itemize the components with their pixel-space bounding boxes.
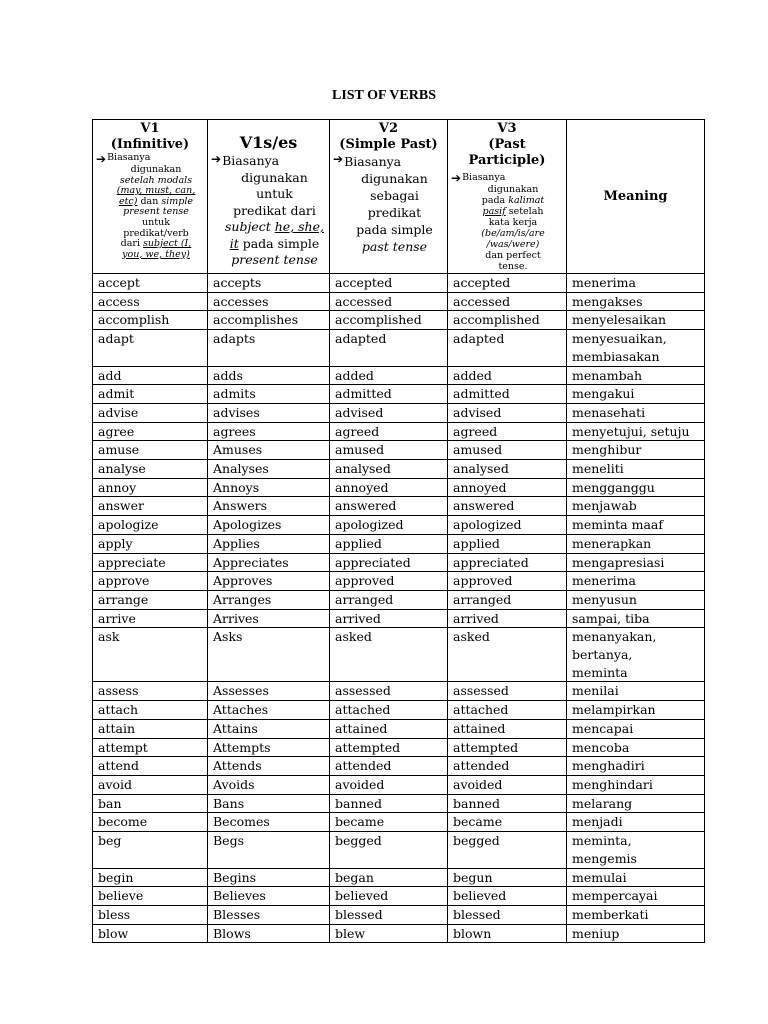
v1s-cell: Becomes (208, 813, 330, 832)
v1s-cell: accomplishes (208, 311, 330, 330)
v3-cell: blown (448, 924, 567, 943)
meaning-cell: meniup (567, 924, 705, 943)
header-v1s-note-line: untuk (256, 186, 293, 201)
arrow-right-icon: ➔ (333, 152, 344, 166)
meaning-cell: menanyakan, bertanya, meminta (567, 628, 705, 682)
v1-cell: accept (93, 274, 208, 293)
v3-cell: blessed (448, 905, 567, 924)
table-row (93, 422, 705, 441)
v1-cell: ban (93, 794, 208, 813)
v3-cell: added (448, 366, 567, 385)
v1s-cell: Blesses (208, 905, 330, 924)
v1-cell: approve (93, 572, 208, 591)
v2-cell: attained (330, 719, 448, 738)
table-row (93, 757, 705, 776)
header-v1s-note-line: he, she, (274, 219, 324, 234)
table-row (93, 274, 705, 293)
v1s-cell: Annoys (208, 478, 330, 497)
meaning-cell: menyesuaikan, membiasakan (567, 330, 705, 366)
meaning-cell: menghindari (567, 775, 705, 794)
header-meaning-label: Meaning (603, 188, 668, 204)
v2-cell: asked (330, 628, 448, 682)
v2-cell: avoided (330, 775, 448, 794)
header-v1 (93, 120, 208, 274)
header-v2-note-line: pada simple (356, 222, 433, 237)
table-row (93, 682, 705, 701)
header-v2-label: V2 (378, 121, 399, 136)
meaning-cell: menambah (567, 366, 705, 385)
v2-cell: accessed (330, 292, 448, 311)
v3-cell: answered (448, 497, 567, 516)
v1-cell: amuse (93, 441, 208, 460)
meaning-cell: mencoba (567, 738, 705, 757)
v1s-cell: Begs (208, 832, 330, 868)
table-row (93, 794, 705, 813)
table-row (93, 775, 705, 794)
meaning-cell: menasehati (567, 403, 705, 422)
v1s-cell: Avoids (208, 775, 330, 794)
v3-cell: annoyed (448, 478, 567, 497)
v3-cell: asked (448, 628, 567, 682)
v1s-cell: adds (208, 366, 330, 385)
v1-cell: begin (93, 868, 208, 887)
header-v1-note-line: Biasanya (107, 152, 151, 163)
v1s-cell: adapts (208, 330, 330, 366)
v1-cell: accomplish (93, 311, 208, 330)
verbs-table (92, 119, 705, 943)
header-v3-label: V3 (497, 121, 517, 136)
header-v3-note-line: digunakan (487, 184, 539, 195)
v2-cell: assessed (330, 682, 448, 701)
v1-cell: attain (93, 719, 208, 738)
header-row (93, 120, 705, 274)
v2-cell: blessed (330, 905, 448, 924)
table-row (93, 497, 705, 516)
meaning-cell: melampirkan (567, 701, 705, 720)
header-v1-note-line: predikat/verb (123, 227, 189, 239)
header-v1-note-line: simple (161, 195, 194, 207)
table-row (93, 924, 705, 943)
header-v2-note-line: past tense (361, 239, 428, 254)
table-row (93, 385, 705, 404)
v3-cell: attached (448, 701, 567, 720)
meaning-cell: mengakses (567, 292, 705, 311)
v1s-cell: Believes (208, 887, 330, 906)
meaning-cell: menghibur (567, 441, 705, 460)
v2-cell: agreed (330, 422, 448, 441)
v3-cell: arrived (448, 609, 567, 628)
table-row (93, 609, 705, 628)
header-v3-sublabel: Participle) (468, 153, 546, 168)
v2-cell: begged (330, 832, 448, 868)
meaning-cell: mempercayai (567, 887, 705, 906)
header-v3-note-line: (be/am/is/are (481, 228, 545, 239)
header-v3-note-line: pasif (482, 206, 506, 217)
v3-cell: adapted (448, 330, 567, 366)
header-v1-note-line: you, we, they) (122, 248, 190, 260)
v2-cell: accepted (330, 274, 448, 293)
header-v3-note-line: dan perfect (485, 250, 541, 261)
v1s-cell: Apologizes (208, 516, 330, 535)
v1s-cell: Amuses (208, 441, 330, 460)
v2-cell: annoyed (330, 478, 448, 497)
header-v1s-note-line: pada simple (238, 235, 320, 251)
header-v1-note-line: (may, must, can, (116, 185, 196, 197)
v1-cell: analyse (93, 460, 208, 479)
v1s-cell: agrees (208, 422, 330, 441)
v3-cell: begun (448, 868, 567, 887)
header-v1s-note-line: predikat dari (233, 202, 316, 218)
header-v1-label: V1 (140, 121, 160, 136)
v3-cell: accepted (448, 274, 567, 293)
table-row (93, 905, 705, 924)
meaning-cell: meneliti (567, 460, 705, 479)
v3-cell: assessed (448, 682, 567, 701)
v1-cell: arrive (93, 609, 208, 628)
meaning-cell: mengapresiasi (567, 553, 705, 572)
header-v1-note-line: subject (I, (143, 238, 192, 250)
v3-cell: agreed (448, 422, 567, 441)
header-v1-note-line: digunakan (130, 164, 182, 175)
page-title: LIST OF VERBS (331, 88, 436, 103)
v1-cell: attend (93, 757, 208, 776)
table-row (93, 311, 705, 330)
meaning-cell: menerima (567, 572, 705, 591)
v3-cell: approved (448, 572, 567, 591)
header-v1s-note-line: it (229, 235, 239, 251)
v1s-cell: Asks (208, 628, 330, 682)
header-v3-note (451, 172, 563, 184)
table-row (93, 366, 705, 385)
v3-cell: appreciated (448, 553, 567, 572)
meaning-cell: melarang (567, 794, 705, 813)
v2-cell: admitted (330, 385, 448, 404)
v2-cell: arrived (330, 609, 448, 628)
header-v3-note-line: tense. (498, 261, 528, 272)
table-row (93, 590, 705, 609)
v1-cell: blow (93, 924, 208, 943)
v2-cell: banned (330, 794, 448, 813)
table-row (93, 516, 705, 535)
header-v3-sublabel: (Past (488, 137, 526, 152)
header-v2-note-line: predikat (367, 205, 422, 220)
v1s-cell: Arrives (208, 609, 330, 628)
v1s-cell: admits (208, 385, 330, 404)
header-v1s-note (211, 153, 326, 170)
meaning-cell: menyusun (567, 590, 705, 609)
v2-cell: approved (330, 572, 448, 591)
v2-cell: applied (330, 534, 448, 553)
header-v1-note-line: setelah modals (119, 174, 193, 186)
v1-cell: arrange (93, 590, 208, 609)
table-row (93, 441, 705, 460)
arrow-right-icon: ➔ (96, 152, 107, 166)
v3-cell: accomplished (448, 311, 567, 330)
v1-cell: assess (93, 682, 208, 701)
v1s-cell: Blows (208, 924, 330, 943)
v1s-cell: Attaches (208, 701, 330, 720)
v2-cell: adapted (330, 330, 448, 366)
v2-cell: arranged (330, 590, 448, 609)
table-body (93, 274, 705, 943)
table-row (93, 572, 705, 591)
header-v1s-note-line: present tense (231, 252, 318, 267)
table-row (93, 832, 705, 868)
v1s-cell: Begins (208, 868, 330, 887)
arrow-right-icon: ➔ (451, 171, 462, 185)
header-v2-note (333, 153, 444, 170)
header-v1-sublabel: (Infinitive) (110, 137, 190, 152)
table-row (93, 719, 705, 738)
v1-cell: advise (93, 403, 208, 422)
header-v3-note-line: /was/were) (486, 239, 540, 250)
header-v1s (208, 120, 330, 274)
v3-cell: banned (448, 794, 567, 813)
v2-cell: attached (330, 701, 448, 720)
v1-cell: appreciate (93, 553, 208, 572)
meaning-cell: mengganggu (567, 478, 705, 497)
header-v3-note-line: pada (481, 195, 509, 206)
table-row (93, 330, 705, 366)
v1s-cell: accesses (208, 292, 330, 311)
v3-cell: avoided (448, 775, 567, 794)
v1-cell: apologize (93, 516, 208, 535)
v3-cell: became (448, 813, 567, 832)
header-v3 (448, 120, 567, 274)
v3-cell: amused (448, 441, 567, 460)
header-v1-note-line: present tense (123, 206, 189, 218)
header-v2 (330, 120, 448, 274)
header-v3-note-line: kalimat (508, 195, 545, 206)
meaning-cell: menerapkan (567, 534, 705, 553)
meaning-cell: mengakui (567, 385, 705, 404)
v1-cell: believe (93, 887, 208, 906)
v1s-cell: Analyses (208, 460, 330, 479)
table-row (93, 460, 705, 479)
meaning-cell: menilai (567, 682, 705, 701)
header-meaning (567, 120, 705, 274)
v1-cell: answer (93, 497, 208, 516)
meaning-cell: menjadi (567, 813, 705, 832)
table-row (93, 628, 705, 682)
v2-cell: advised (330, 403, 448, 422)
v2-cell: appreciated (330, 553, 448, 572)
header-v3-note-line: Biasanya (462, 172, 506, 183)
v1s-cell: Approves (208, 572, 330, 591)
v1s-cell: accepts (208, 274, 330, 293)
v3-cell: advised (448, 403, 567, 422)
header-v3-note-line: setelah (505, 206, 544, 217)
header-v1-note-line: etc) (118, 195, 138, 207)
header-v1s-note-line: subject (225, 219, 275, 234)
meaning-cell: memulai (567, 868, 705, 887)
v1-cell: adapt (93, 330, 208, 366)
meaning-cell: menghadiri (567, 757, 705, 776)
v3-cell: accessed (448, 292, 567, 311)
v2-cell: began (330, 868, 448, 887)
v3-cell: applied (448, 534, 567, 553)
header-v1s-note-line: Biasanya (222, 153, 280, 168)
v1-cell: add (93, 366, 208, 385)
meaning-cell: menerima (567, 274, 705, 293)
header-v2-note-line: sebagai (370, 188, 419, 203)
v2-cell: answered (330, 497, 448, 516)
header-v1-note-line: dan (137, 195, 162, 207)
v1-cell: attach (93, 701, 208, 720)
v2-cell: analysed (330, 460, 448, 479)
v2-cell: believed (330, 887, 448, 906)
table-row (93, 738, 705, 757)
header-v2-note-line: digunakan (361, 171, 428, 186)
v1s-cell: Appreciates (208, 553, 330, 572)
table-row (93, 813, 705, 832)
v1s-cell: Attends (208, 757, 330, 776)
header-v1-note-line: untuk (142, 216, 170, 228)
header-v1-note-line: dari (120, 238, 144, 250)
v1-cell: apply (93, 534, 208, 553)
v1s-cell: Attempts (208, 738, 330, 757)
v1-cell: bless (93, 905, 208, 924)
v1-cell: avoid (93, 775, 208, 794)
header-v2-note-line: Biasanya (344, 154, 402, 169)
v1-cell: become (93, 813, 208, 832)
header-v1s-note-line: digunakan (241, 169, 308, 185)
v2-cell: became (330, 813, 448, 832)
table-row (93, 478, 705, 497)
table-row (93, 534, 705, 553)
meaning-cell: menjawab (567, 497, 705, 516)
v2-cell: attempted (330, 738, 448, 757)
v1s-cell: advises (208, 403, 330, 422)
meaning-cell: memberkati (567, 905, 705, 924)
meaning-cell: menyetujui, setuju (567, 422, 705, 441)
header-v2-sublabel: (Simple Past) (339, 137, 438, 152)
v3-cell: analysed (448, 460, 567, 479)
header-v3-note-line: kata kerja (488, 217, 538, 228)
v1s-cell: Attains (208, 719, 330, 738)
table-row (93, 292, 705, 311)
v1s-cell: Assesses (208, 682, 330, 701)
v2-cell: accomplished (330, 311, 448, 330)
v3-cell: arranged (448, 590, 567, 609)
meaning-cell: menyelesaikan (567, 311, 705, 330)
v3-cell: attempted (448, 738, 567, 757)
meaning-cell: mencapai (567, 719, 705, 738)
meaning-cell: meminta, mengemis (567, 832, 705, 868)
arrow-right-icon: ➔ (211, 152, 222, 166)
table-row (93, 887, 705, 906)
table-row (93, 868, 705, 887)
table-row (93, 553, 705, 572)
meaning-cell: sampai, tiba (567, 609, 705, 628)
v1s-cell: Applies (208, 534, 330, 553)
header-v1s-label: V1s/es (239, 133, 298, 152)
v2-cell: blew (330, 924, 448, 943)
v1-cell: agree (93, 422, 208, 441)
v1-cell: beg (93, 832, 208, 868)
v3-cell: believed (448, 887, 567, 906)
v3-cell: attained (448, 719, 567, 738)
table-row (93, 701, 705, 720)
meaning-cell: meminta maaf (567, 516, 705, 535)
v3-cell: admitted (448, 385, 567, 404)
table-row (93, 403, 705, 422)
v1-cell: attempt (93, 738, 208, 757)
v3-cell: attended (448, 757, 567, 776)
v1-cell: access (93, 292, 208, 311)
v3-cell: begged (448, 832, 567, 868)
v1-cell: admit (93, 385, 208, 404)
v2-cell: attended (330, 757, 448, 776)
v1s-cell: Arranges (208, 590, 330, 609)
v1s-cell: Bans (208, 794, 330, 813)
v2-cell: added (330, 366, 448, 385)
v1-cell: annoy (93, 478, 208, 497)
v1-cell: ask (93, 628, 208, 682)
v2-cell: apologized (330, 516, 448, 535)
v3-cell: apologized (448, 516, 567, 535)
v2-cell: amused (330, 441, 448, 460)
v1s-cell: Answers (208, 497, 330, 516)
